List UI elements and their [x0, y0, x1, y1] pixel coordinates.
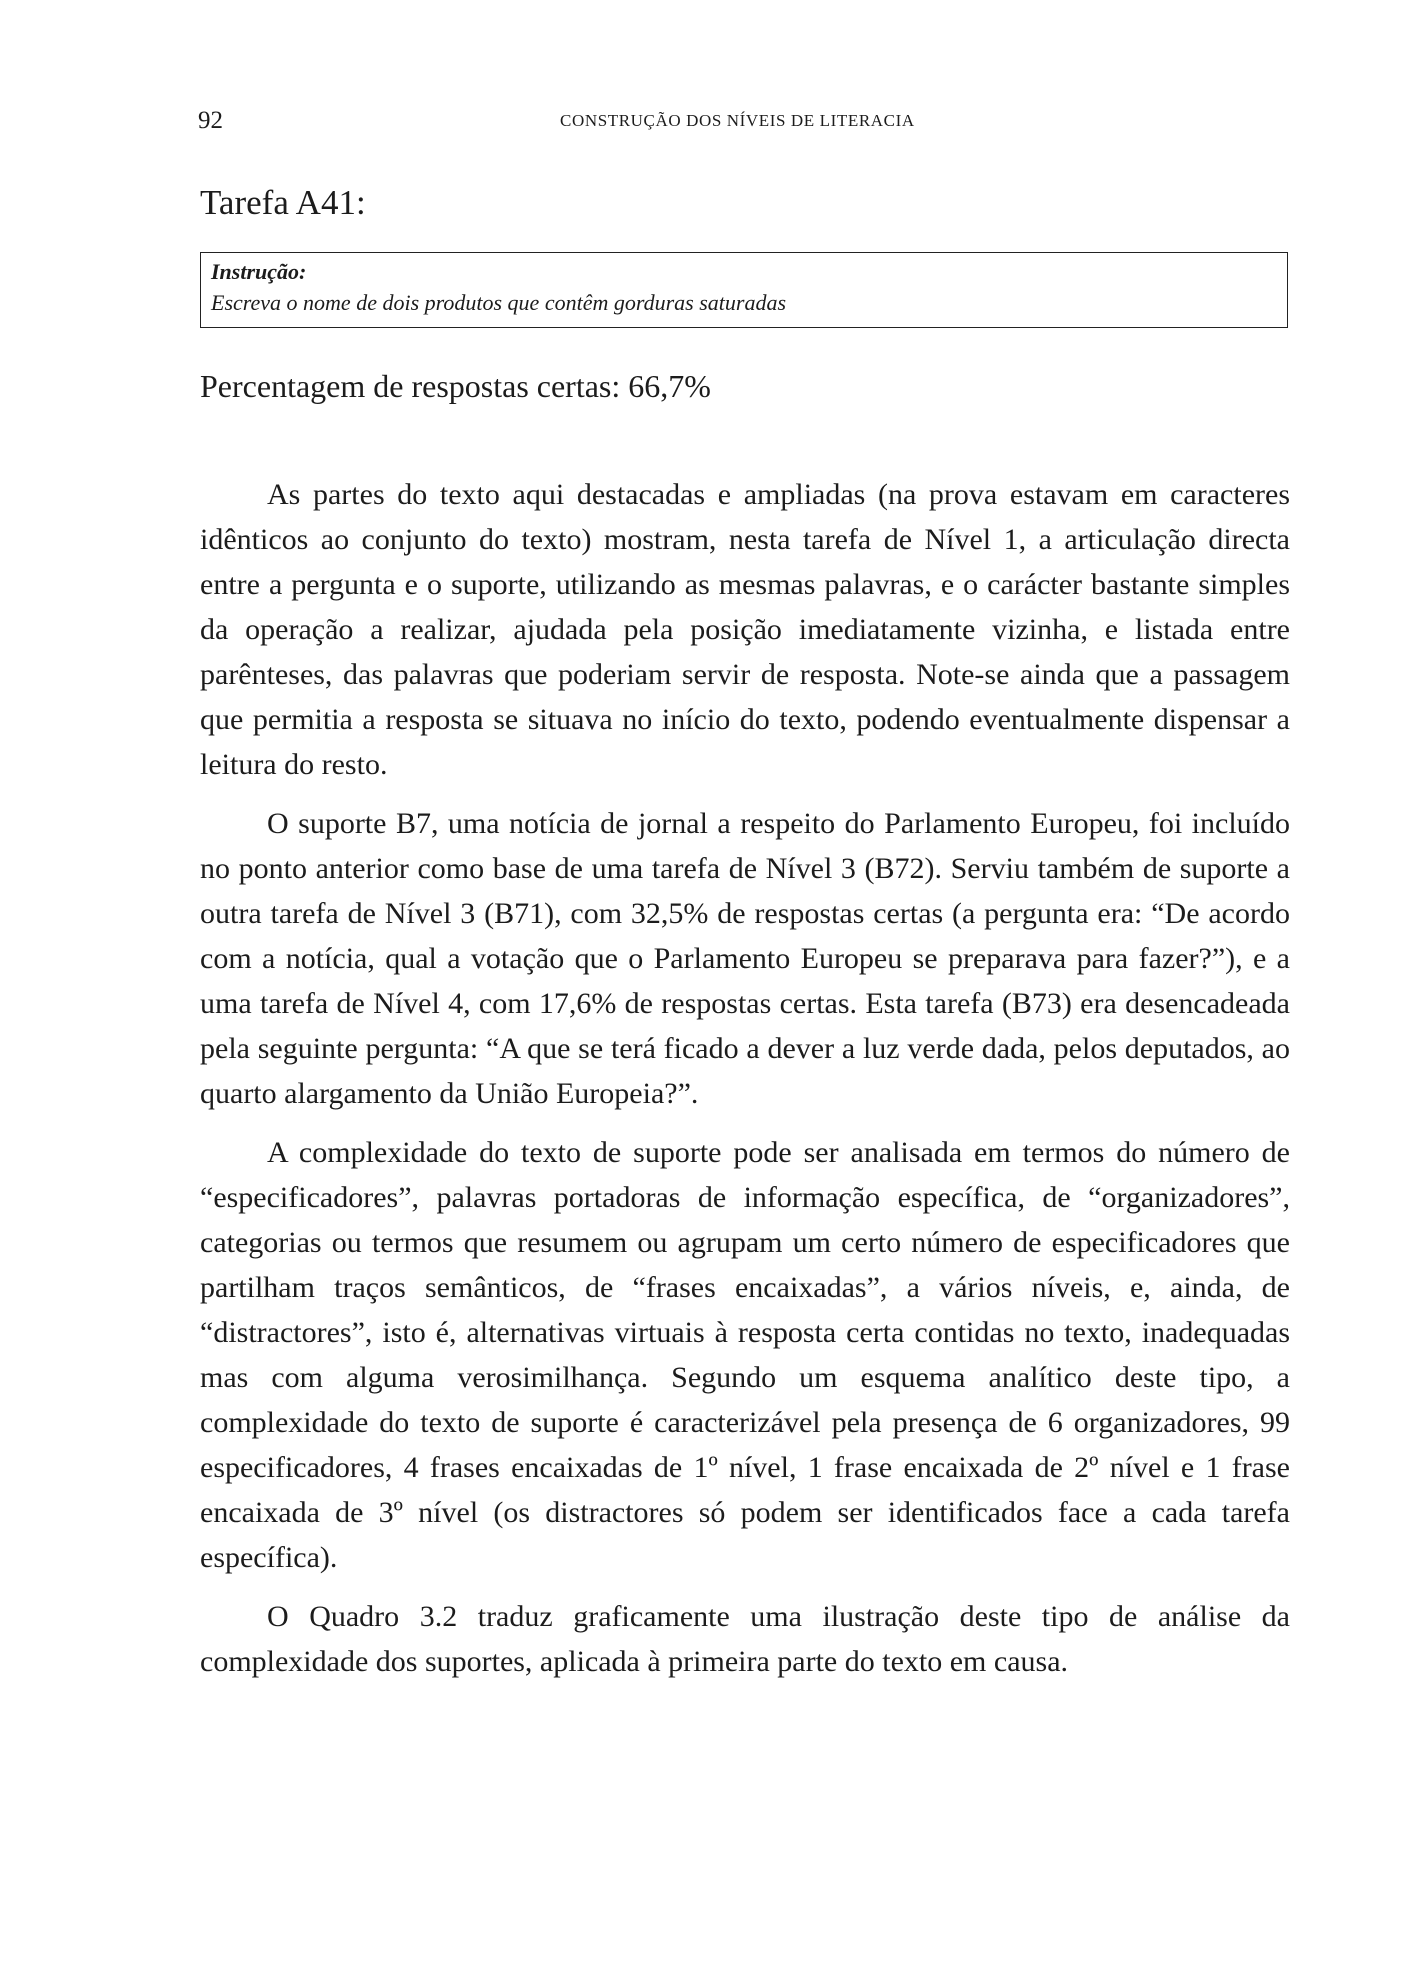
running-header: CONSTRUÇÃO DOS NÍVEIS DE LITERACIA — [560, 111, 915, 130]
paragraph: As partes do texto aqui destacadas e ampliadas (na prova estavam em caracteres idênticos ao conjunto do texto) mostram, nesta tarefa de Nível 1, a articulação directa entre a pergunta e o suporte, utilizando as mesmas palavras, e o carácter bastante simples da operação a realizar, ajudada pela posição imediatamente vizinha, e listada entre parênteses, das palavras que poderiam servir de resposta. Note-se ainda que a passagem que permitia a resposta se situava no início do texto, podendo eventualmente dispensar a leitura do resto. — [200, 478, 1290, 781]
paragraph: O suporte B7, uma notícia de jornal a respeito do Parlamento Europeu, foi incluído no ponto anterior como base de uma tarefa de Nível 3 (B72). Serviu também de suporte a outra tarefa de Nível 3 (B71), com 32,5% de respostas certas (a pergunta era: “De acordo com a notícia, qual a votação que o Parlamento Europeu se preparava para fazer?”), e a uma tarefa de Nível 4, com 17,6% de respostas certas. Esta tarefa (B73) era desencadeada pela seguinte pergunta: “A que se terá ficado a dever a luz verde dada, pelos deputados, ao quarto alargamento da União Europeia?”. — [200, 807, 1290, 1110]
body-text — [200, 472, 1290, 1698]
paragraph: O Quadro 3.2 traduz graficamente uma ilustração deste tipo de análise da complexidade dos suportes, aplicada à primeira parte do texto em causa. — [200, 1600, 1290, 1678]
paragraph: A complexidade do texto de suporte pode ser analisada em termos do número de “especificadores”, palavras portadoras de informação específica, de “organizadores”, categorias ou termos que resumem ou agrupam um certo número de especificadores que partilham traços semânticos, de “frases encaixadas”, a vários níveis, e, ainda, de “distractores”, isto é, alternativas virtuais à resposta certa contidas no texto, inadequadas mas com alguma verosimilhança. Segundo um esquema analítico deste tipo, a complexidade do texto de suporte é caracterizável pela presença de 6 organizadores, 99 especificadores, 4 frases encaixadas de 1º nível, 1 frase encaixada de 2º nível e 1 frase encaixada de 3º nível (os distractores só podem ser identificados face a cada tarefa específica). — [200, 1136, 1290, 1574]
instruction-box — [200, 252, 1288, 328]
page-number: 92 — [198, 107, 223, 134]
task-title: Tarefa A41: — [200, 183, 366, 222]
instruction-label: Instrução: — [211, 259, 307, 284]
percentage-correct: Percentagem de respostas certas: 66,7% — [200, 368, 711, 404]
instruction-text: Escreva o nome de dois produtos que contêm gorduras saturadas — [211, 290, 787, 315]
